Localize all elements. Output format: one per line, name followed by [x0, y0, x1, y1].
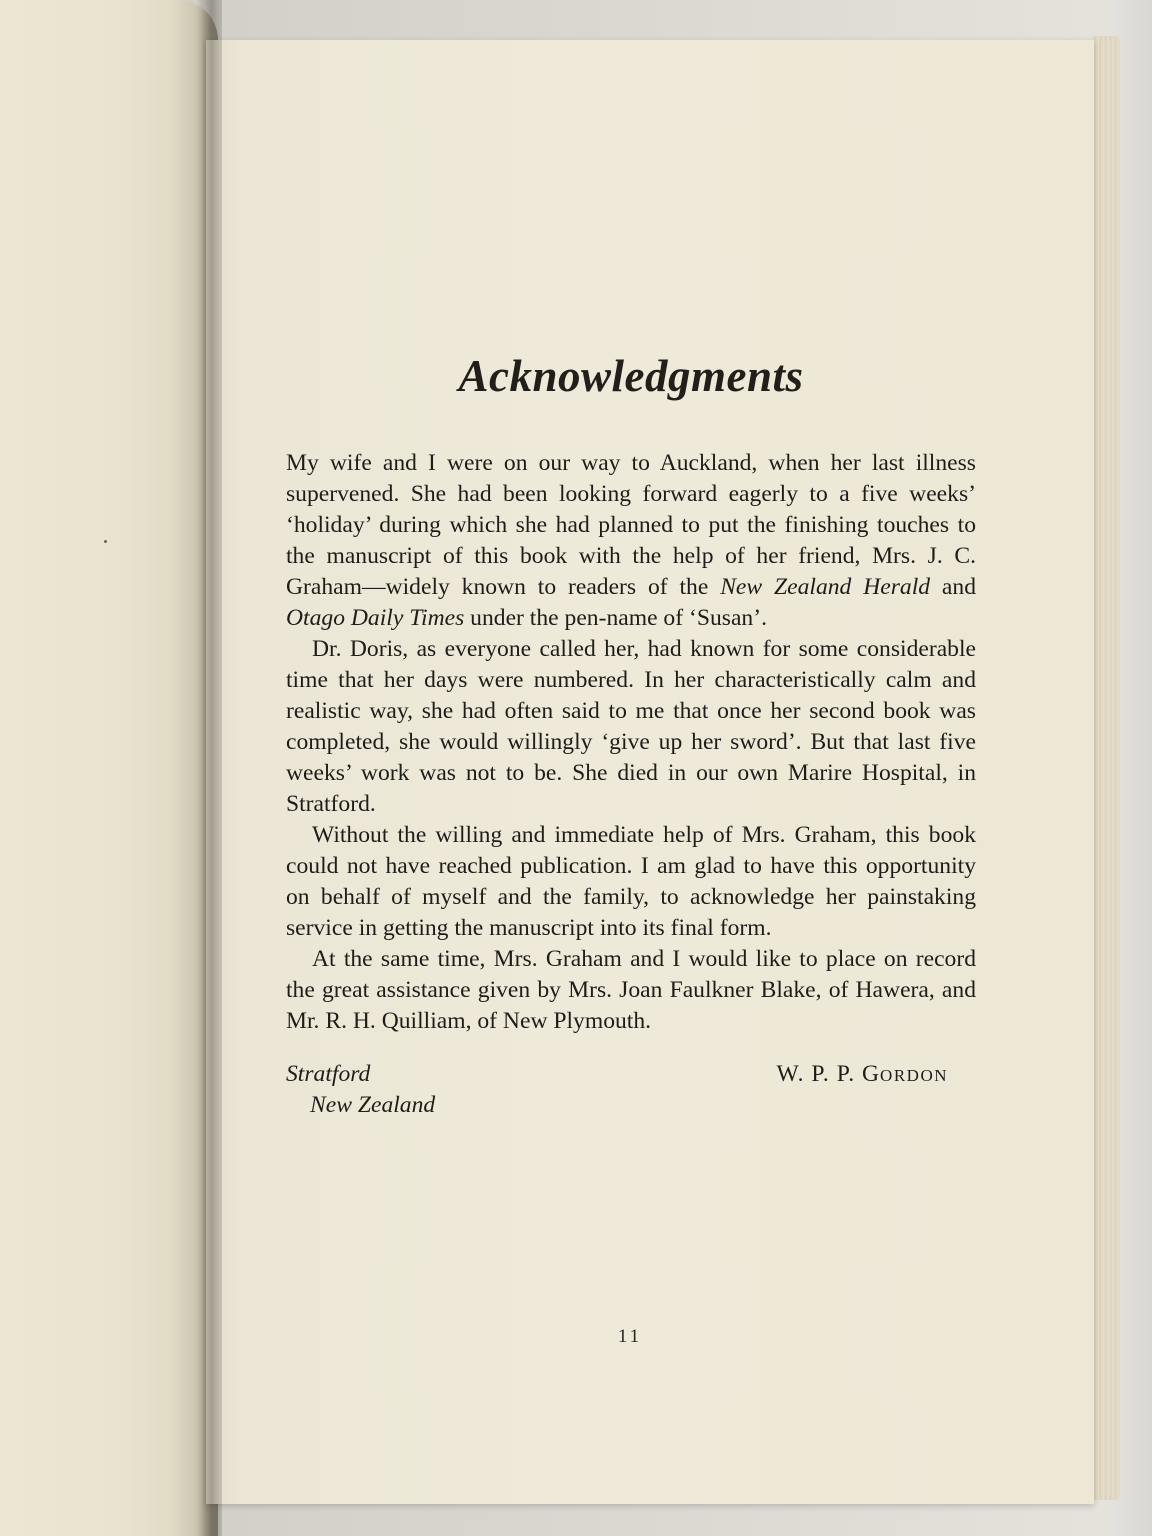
page-title: Acknowledgments: [458, 351, 804, 401]
paragraph-4: At the same time, Mrs. Graham and I would like to place on record the great assistance given by Mrs. Joan Faulkner Blake, of Hawera, and Mr. R. H. Quilliam, of New Plymouth.: [286, 946, 976, 1034]
paragraph-1: [286, 448, 976, 634]
paragraph-3: Without the willing and immediate help of Mrs. Graham, this book could not have reached publication. I am glad to have this opportunity on behalf of myself and the family, to acknowledge her painstaking service in getting the manuscript into its final form.: [286, 822, 976, 941]
signature-author: [777, 1059, 949, 1091]
paragraph-1-text-a: My wife and I were on our way to Auckland, when her last illness supervened. She had been looking forward eagerly to a five weeks’ ‘holiday’ during which she had planned to put the finishing touches to the manuscript of this book with the help of her friend, Mrs. J. C. Graham—widely known to readers of the: [286, 450, 976, 600]
author-initials: W. P. P. G: [776, 1061, 881, 1087]
newspaper-title-otago: Otago Daily Times: [286, 605, 465, 631]
author-surname-smallcaps: ORDON: [880, 1066, 948, 1085]
signature-place-city: Stratford: [286, 1061, 371, 1087]
page-block-edge: [1092, 36, 1120, 1500]
page-content: [286, 350, 976, 1129]
paragraph-1-text-b: and: [930, 574, 976, 600]
left-facing-page: [0, 0, 218, 1536]
page-number: 11: [617, 1326, 643, 1347]
signature-place-country: New Zealand: [310, 1092, 436, 1118]
paper-speck: [104, 540, 107, 543]
paragraph-2: Dr. Doris, as everyone called her, had known for some considerable time that her days were numbered. In her characteristically calm and realistic way, she had often said to me that once her second book was completed, she would willingly ‘give up her sword’. But that last five weeks’ work was not to be. She died in our own Marire Hospital, in Stratford.: [286, 636, 976, 817]
newspaper-title-herald: New Zealand Herald: [720, 574, 931, 600]
paragraph-1-text-c: under the pen-name of ‘Susan’.: [464, 605, 767, 631]
gutter-shadow: [196, 0, 222, 1536]
signature-block: [286, 1059, 976, 1129]
